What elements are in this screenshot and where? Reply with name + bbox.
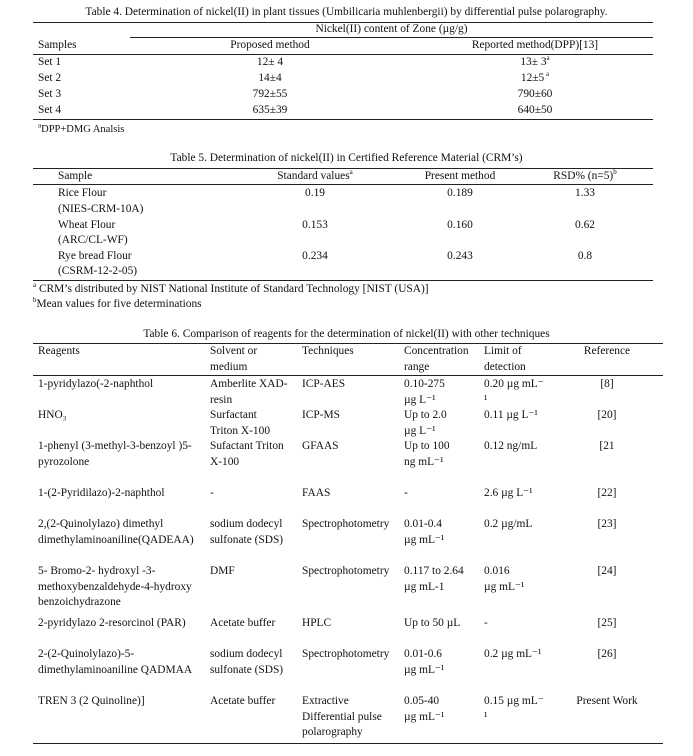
concentration-cell: 0.01-0.6 µg mL⁻¹ [404, 648, 445, 676]
proposed-cell: 792±55 [252, 88, 288, 100]
reagent-cell: 1-pyridylazo(-2-naphthol [38, 378, 154, 390]
concentration-cell: Up to 2.0 µg L⁻¹ [404, 409, 447, 437]
table5-header-rsd: RSD% (n=5)$^b$ [553, 168, 617, 182]
table5-header-present: Present method [424, 170, 496, 182]
table6-header-solvent: Solvent or medium [210, 345, 258, 373]
table6-header-concentration: Concentration range [404, 345, 469, 373]
solvent-cell: Acetate buffer [210, 695, 276, 707]
table5-header-standard: Standard values$^a$ [277, 168, 353, 182]
proposed-cell: 14±4 [258, 72, 282, 84]
technique-cell: FAAS [302, 487, 331, 499]
reference-cell: [21 [599, 440, 615, 452]
reference-cell: [20] [597, 409, 617, 421]
solvent-cell: Sufactant Triton X-100 [210, 440, 284, 468]
reagent-cell: TREN 3 (2 Quinoline)] [38, 695, 145, 707]
sample-code-cell: (NIES-CRM-10A) [58, 203, 144, 215]
rsd-cell: 1.33 [575, 187, 595, 199]
table5-caption: Table 5. Determination of nickel(II) in Certified Reference Material (CRM’s) [170, 152, 523, 164]
concentration-cell: 0.01-0.4 µg mL⁻¹ [404, 518, 445, 546]
sample-code-cell: (ARC/CL-WF) [58, 234, 128, 246]
table5-header-sample: Sample [58, 170, 93, 182]
table6-header-reagents: Reagents [38, 345, 80, 357]
table4-header-proposed: Proposed method [230, 39, 310, 51]
present-cell: 0.243 [447, 250, 473, 262]
technique-cell: Spectrophotometry [302, 518, 390, 530]
solvent-cell: Surfactant Triton X-100 [210, 409, 271, 437]
table4-header-samples: Samples [38, 39, 77, 51]
sample-cell: Wheat Flour [58, 219, 116, 231]
solvent-cell: Acetate buffer [210, 617, 276, 629]
sample-cell: Rice Flour [58, 187, 107, 199]
reagent-cell: 2-pyridylazo 2-resorcinol (PAR) [38, 617, 186, 629]
reference-cell: [24] [597, 565, 617, 577]
lod-cell: 0.2 µg/mL [484, 518, 533, 530]
table6-header-rule [33, 375, 663, 376]
reagent-cell: 2-(2-Quinolylazo)-5- dimethylaminoaniline QADMAA [38, 648, 193, 676]
sample-cell: Set 1 [38, 56, 62, 68]
reference-cell: [8] [600, 378, 614, 390]
reference-cell: [23] [597, 518, 617, 530]
table4-header-reported: Reported method(DPP)[13] [471, 39, 599, 51]
table6-caption: Table 6. Comparison of reagents for the determination of nickel(II) with other techniques [143, 328, 550, 340]
table6-header-reference: Reference [583, 345, 631, 357]
table6-bottom-rule [33, 743, 663, 744]
table4-caption: Table 4. Determination of nickel(II) in plant tissues (Umbilicaria muhlenbergii) by differential pulse polarography. [85, 6, 608, 18]
solvent-cell: sodium dodecyl sulfonate (SDS) [210, 518, 284, 546]
reported-cell: 790±60 [517, 88, 553, 100]
table5-footnote-a: $^a$ CRM’s distributed by NIST National Institute of Standard Technology [NIST (USA)] [33, 281, 429, 295]
concentration-cell: 0.117 to 2.64 µg mL-1 [404, 565, 464, 593]
table4-group-header: Nickel(II) content of Zone (µg/g) [315, 23, 468, 35]
reagent-cell: 1-phenyl (3-methyl-3-benzoyl )5- pyrozolone [38, 440, 192, 468]
lod-cell: 0.016 µg mL⁻¹ [484, 565, 525, 593]
table6-header-techniques: Techniques [302, 345, 354, 357]
concentration-cell: 0.10-275 µg L⁻¹ [404, 378, 445, 406]
lod-cell: 0.15 µg mL⁻ ¹ [484, 695, 544, 723]
standard-cell: 0.234 [302, 250, 328, 262]
reference-cell: Present Work [576, 695, 638, 707]
table4-footnote: $^a$DPP+DMG Analsis [38, 121, 125, 135]
technique-cell: GFAAS [302, 440, 339, 452]
standard-cell: 0.19 [305, 187, 325, 199]
sample-code-cell: (CSRM-12-2-05) [58, 265, 138, 277]
concentration-cell: 0.05-40 µg mL⁻¹ [404, 695, 445, 723]
standard-cell: 0.153 [302, 219, 328, 231]
sample-cell: Set 4 [38, 104, 62, 116]
reference-cell: [22] [597, 487, 617, 499]
concentration-cell: Up to 50 µL [404, 617, 461, 629]
reagent-cell: 5- Bromo-2- hydroxyl -3- methoxybenzaldehyde-4-hydroxy benzoichydrazone [38, 565, 192, 608]
table5-bottom-rule [33, 280, 653, 281]
concentration-cell: - [404, 487, 408, 499]
solvent-cell: Amberlite XAD- resin [210, 378, 288, 406]
solvent-cell: - [210, 487, 214, 499]
sample-cell: Set 2 [38, 72, 62, 84]
technique-cell: Spectrophotometry [302, 565, 390, 577]
technique-cell: HPLC [302, 617, 332, 629]
lod-cell: 2.6 µg L⁻¹ [484, 487, 533, 499]
table5-footnote-b: $^b$Mean values for five determinations [33, 296, 202, 310]
lod-cell: 0.12 ng/mL [484, 440, 538, 452]
sample-cell: Rye bread Flour [58, 250, 132, 262]
reported-cell: 640±50 [517, 104, 553, 116]
technique-cell: ICP-AES [302, 378, 346, 390]
technique-cell: Extractive Differential pulse polarography [302, 695, 382, 738]
reagent-cell: 2,(2-Quinolylazo) dimethyl dimethylaminoaniline(QADEAA) [38, 518, 194, 546]
lod-cell: 0.20 µg mL⁻ ¹ [484, 378, 544, 406]
concentration-cell: Up to 100 ng mL⁻¹ [404, 440, 450, 468]
technique-cell: ICP-MS [302, 409, 340, 421]
technique-cell: Spectrophotometry [302, 648, 390, 660]
reference-cell: [26] [597, 648, 617, 660]
present-cell: 0.189 [447, 187, 473, 199]
sample-cell: Set 3 [38, 88, 62, 100]
table5-header-rule [33, 184, 653, 185]
rsd-cell: 0.62 [575, 219, 595, 231]
lod-cell: 0.11 µg L⁻¹ [484, 409, 538, 421]
reference-cell: [25] [597, 617, 617, 629]
lod-cell: - [484, 617, 488, 629]
reagent-cell: 1-(2-Pyridilazo)-2-naphthol [38, 487, 165, 499]
proposed-cell: 12± 4 [256, 56, 284, 68]
table6-header-lod: Limit of detection [484, 345, 526, 373]
present-cell: 0.160 [447, 219, 473, 231]
reported-cell: $13\pm 3^a$ [520, 54, 550, 68]
reported-cell: 12±5 $^a$ [520, 70, 550, 84]
reagent-cell: HNO₃ [38, 409, 67, 421]
rsd-cell: 0.8 [577, 250, 593, 262]
table4-bottom-rule [33, 119, 653, 120]
proposed-cell: 635±39 [252, 104, 288, 116]
solvent-cell: sodium dodecyl sulfonate (SDS) [210, 648, 284, 676]
lod-cell: 0.2 µg mL⁻¹ [484, 648, 542, 660]
solvent-cell: DMF [210, 565, 235, 577]
